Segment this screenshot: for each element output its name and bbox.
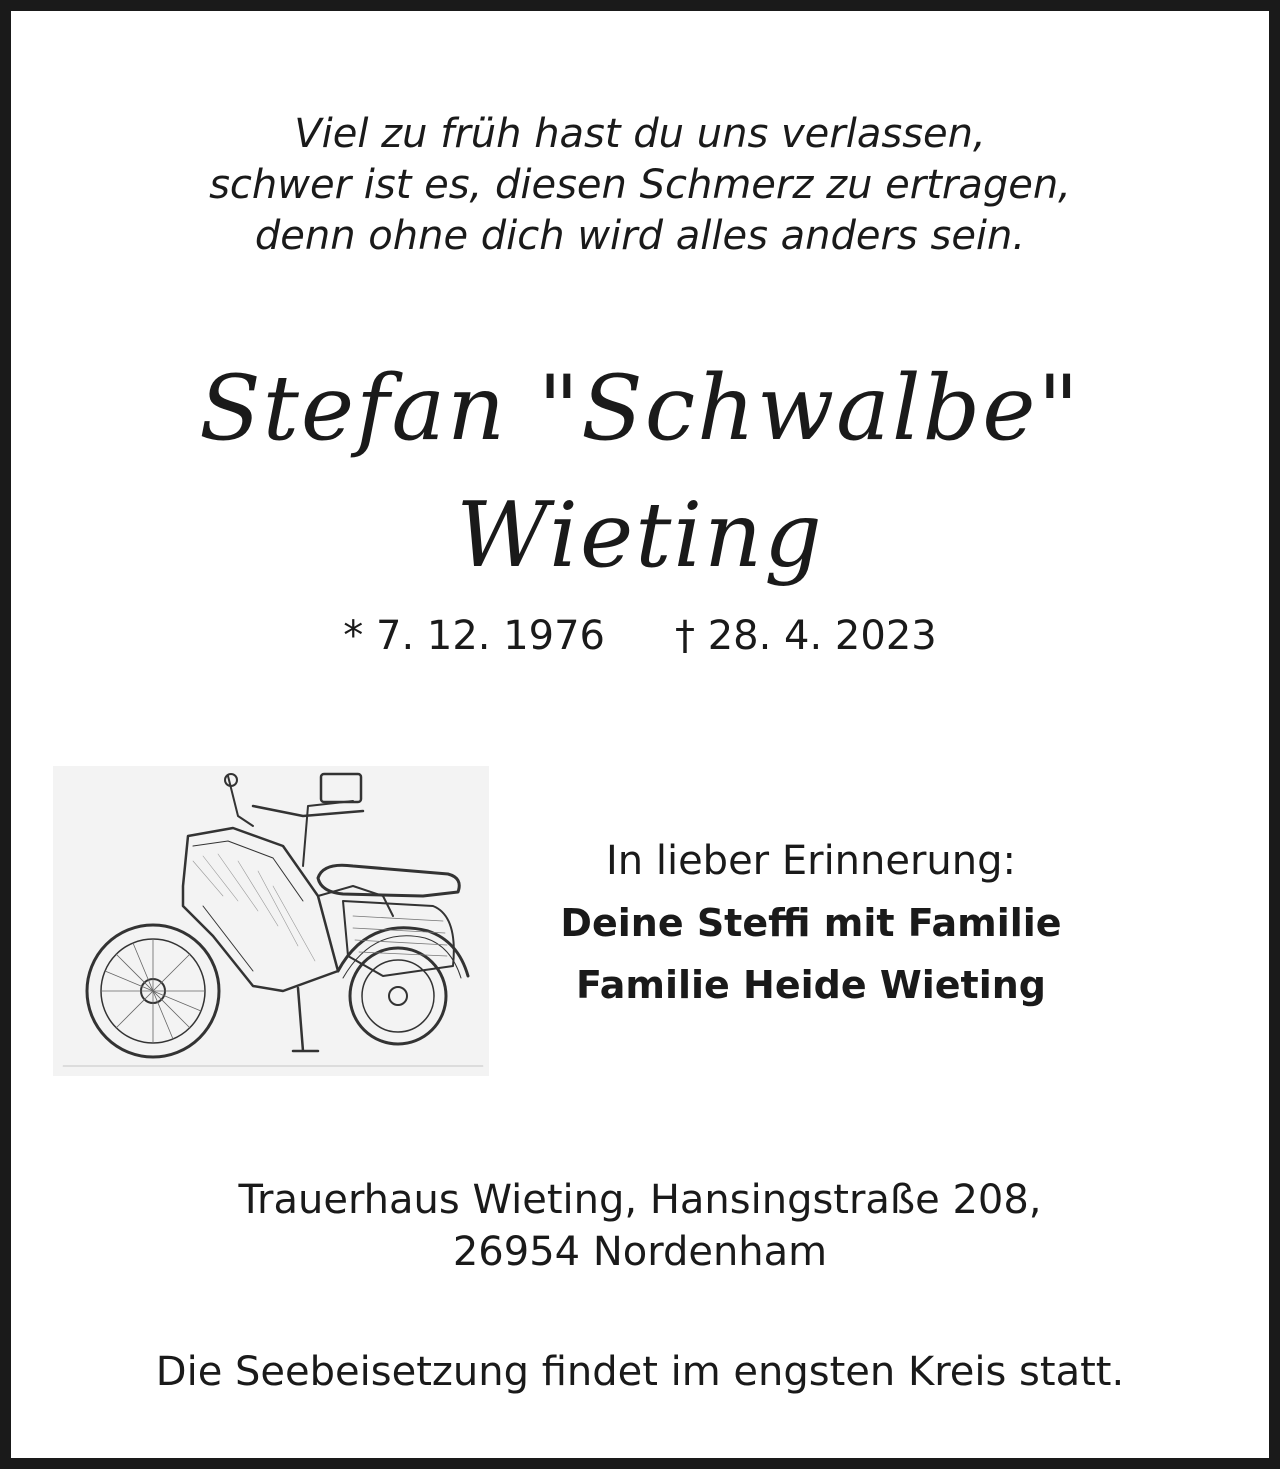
mourner-line: Deine Steffi mit Familie [560,901,1062,945]
scooter-sketch-icon [53,766,489,1076]
funeral-note: Die Seebeisetzung findet im engsten Kreis statt. [155,1349,1125,1395]
address-line: Trauerhaus Wieting, Hansingstraße 208, [238,1177,1042,1223]
memory-intro: In lieber Erinnerung: [605,838,1017,884]
birth-date: * 7. 12. 1976 [343,613,605,659]
poem-line: denn ohne dich wird alles anders sein. [254,213,1026,259]
deceased-name-last: Wieting [456,483,824,588]
death-date: † 28. 4. 2023 [675,613,937,659]
address-line: 26954 Nordenham [452,1229,828,1275]
poem [11,109,1269,262]
mourning-house-address [11,1174,1269,1278]
poem-line: Viel zu früh hast du uns verlassen, [294,111,986,157]
poem-line: schwer ist es, diesen Schmerz zu ertragen, [209,162,1071,208]
deceased-name-first: Stefan "Schwalbe" [199,356,1081,461]
mourner-line: Familie Heide Wieting [575,963,1046,1007]
life-dates [11,613,1269,659]
